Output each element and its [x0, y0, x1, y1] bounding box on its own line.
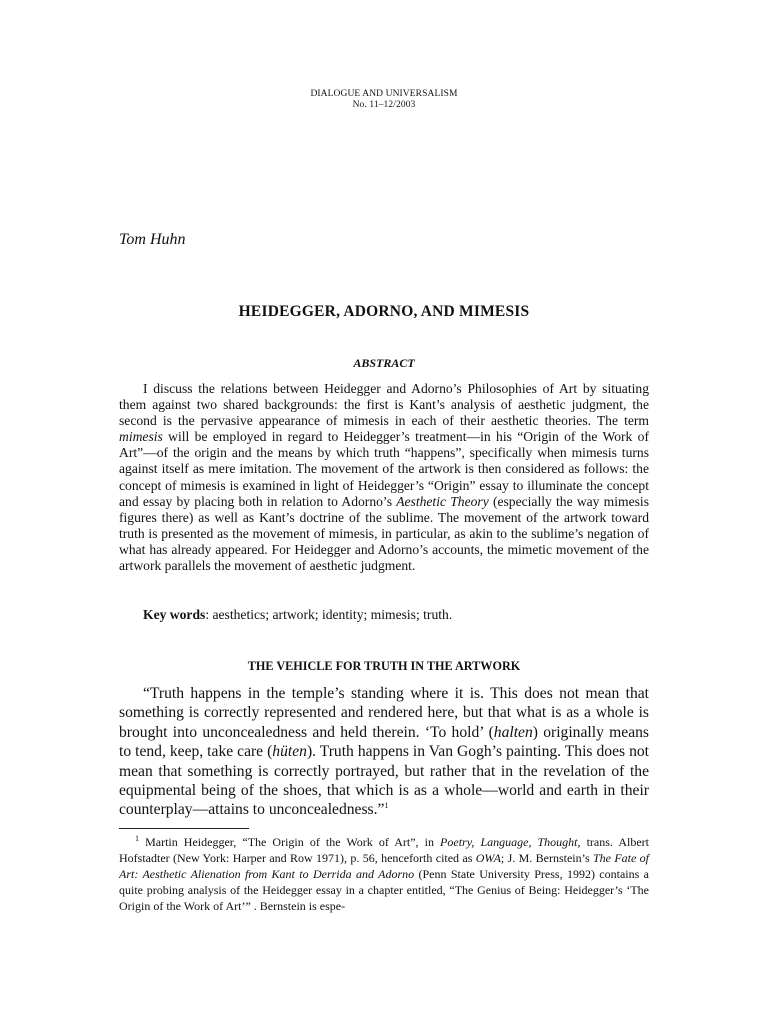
footnote-1 — [119, 834, 649, 914]
quote-emphasis-halten: halten — [493, 723, 533, 741]
abstract-paragraph — [119, 381, 649, 574]
footnote-text-3: ; J. M. Bernstein’s — [500, 851, 593, 865]
document-page — [119, 0, 649, 1024]
journal-name: DIALOGUE AND UNIVERSALISM — [310, 89, 458, 99]
abstract-text-2: will be employed in regard to Heidegger’s treatment—in his “Origin of the Work of Art”—of the origin and the means by which truth “happens”, specifically when mimesis turns against itself as mere imitation. The movement of the artwork is then considered as follows: the concept of mimesis is examined in light of Heidegger’s “Origin” essay to illuminate the concept and essay by placing both in relation to Adorno’s — [119, 429, 649, 509]
abstract-heading: ABSTRACT — [353, 356, 415, 370]
footnote-emphasis-fate-of-art: The Fate of Art: Aesthetic Alienation from Kant to Derrida and Adorno — [119, 851, 650, 881]
footnote-emphasis-plt: Poetry, Language, Thought — [440, 835, 578, 849]
quote-text-3: ). Truth happens in Van Gogh’s painting. This does not mean that something is correctly portrayed, but rather that in the revelation of the equipmental being of the shoes, that which is as a whole—world and earth in their counterplay—attains to unconcealedness.” — [119, 743, 649, 819]
footnote-number: 1 — [135, 834, 139, 843]
abstract-emphasis-mimesis: mimesis — [119, 429, 163, 445]
author-name: Tom Huhn — [119, 231, 186, 248]
footnote-text-2: , trans. Albert Hofstadter (New York: Harper and Row 1971), p. 56, henceforth cited as — [119, 835, 649, 865]
abstract-text-3: (especially the way mimesis figures there) as well as Kant’s doctrine of the sublime. The movement of the artwork toward truth is presented as the movement of mimesis, in particular, as akin to the sublime’s negation of what has already appeared. For Heidegger and Adorno’s accounts, the mimetic movement of the artwork parallels the movement of aesthetic judgment. — [119, 493, 649, 574]
keywords-line — [143, 607, 649, 623]
abstract-emphasis-aesthetic-theory: Aesthetic Theory — [396, 493, 489, 509]
quote-emphasis-huten: hüten — [272, 743, 307, 761]
footnote-text-4: (Penn State University Press, 1992) contains a quite probing analysis of the Heidegger essay in a chapter entitled, “The Genius of Being: Heidegger’s ‘The Origin of the Work of Art’” . Bernstein is espe- — [119, 867, 649, 913]
quote-text-1: “Truth happens in the temple’s standing where it is. This does not mean that something is correctly represented and rendered here, but that what is as a whole is brought into unconcealedness and held therein. ‘To hold’ ( — [119, 685, 649, 741]
opening-quote — [119, 684, 649, 820]
abstract-text-1: I discuss the relations between Heidegger and Adorno’s Philosophies of Art by situating them against two shared backgrounds: the first is Kant’s analysis of aesthetic judgment, the second is the pervasive appearance of mimesis in each of their aesthetic theories. The term — [119, 381, 649, 429]
article-title: HEIDEGGER, ADORNO, AND MIMESIS — [238, 303, 530, 320]
section-heading: THE VEHICLE FOR TRUTH IN THE ARTWORK — [247, 659, 521, 673]
journal-issue: No. 11–12/2003 — [352, 100, 416, 110]
quote-text-2: ) originally means to tend, keep, take care ( — [119, 723, 649, 761]
footnote-reference[interactable]: 1 — [384, 801, 389, 811]
keywords-label: Key words — [143, 607, 206, 622]
journal-header — [119, 89, 649, 111]
footnote-divider — [119, 828, 249, 829]
footnote-emphasis-owa: OWA — [475, 851, 501, 865]
keywords-list: : aesthetics; artwork; identity; mimesis; truth. — [205, 607, 453, 622]
footnote-text-1: Martin Heidegger, “The Origin of the Work of Art”, in — [139, 835, 441, 849]
